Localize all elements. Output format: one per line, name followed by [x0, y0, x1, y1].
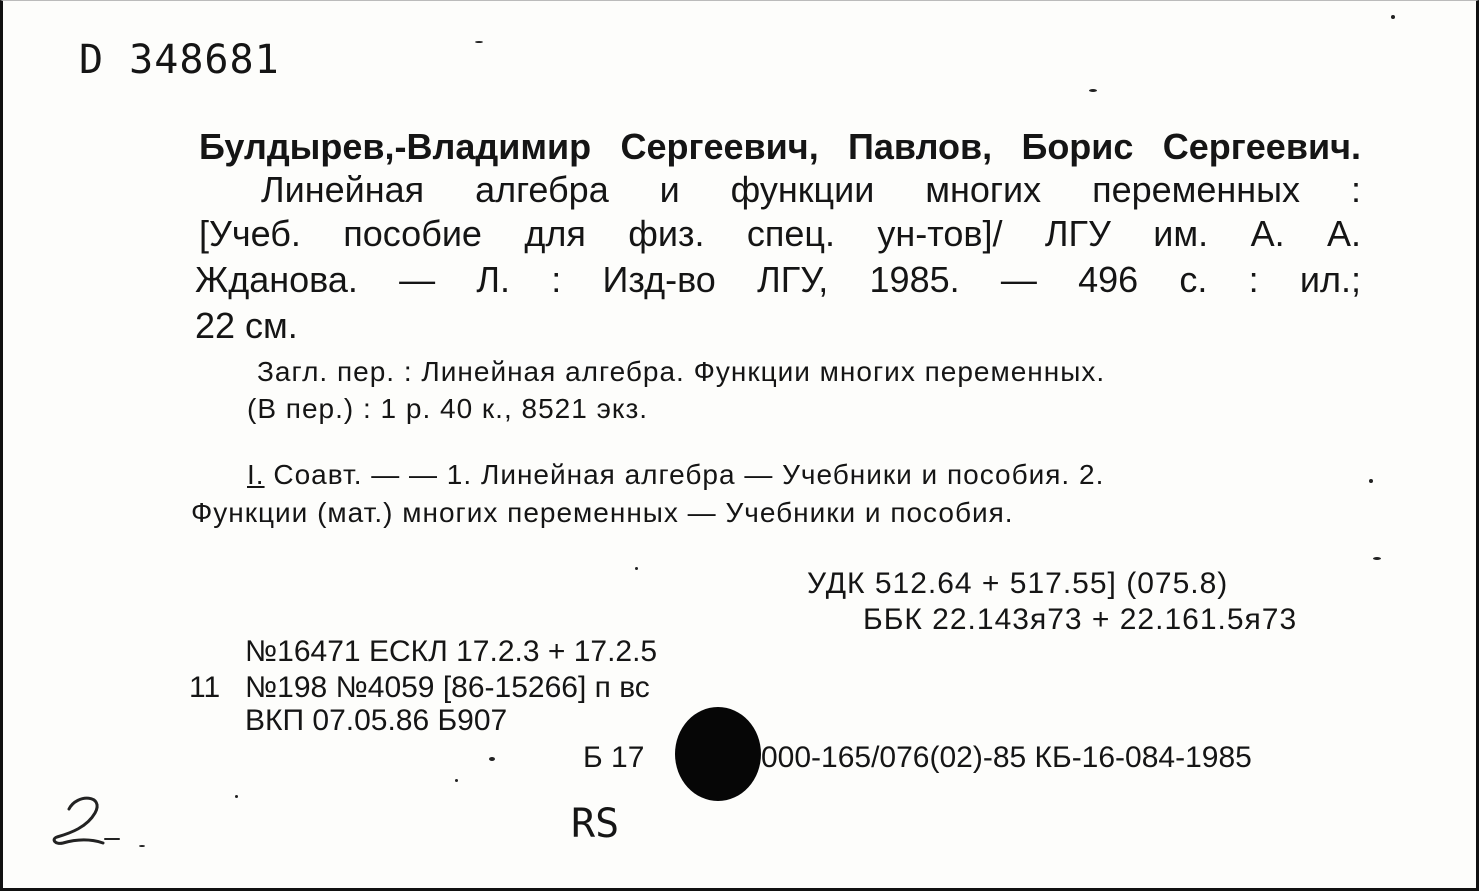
- registry-line-1: №16471 ЕСКЛ 17.2.3 + 17.2.5: [245, 635, 658, 668]
- title-line-1: Линейная алгебра и функции многих переменных :: [261, 169, 1361, 210]
- note-title-line: Загл. пер. : Линейная алгебра. Функции многих переменных.: [257, 356, 1106, 387]
- index-left: Б 17: [583, 741, 645, 774]
- index-right: 000-165/076(02)-85 КБ-16-084-1985: [761, 741, 1252, 774]
- imprint-line: Жданова. — Л. : Изд-во ЛГУ, 1985. — 496 с. : ил.;: [195, 259, 1361, 300]
- registry-line-3: ВКП 07.05.86 Б907: [245, 704, 508, 737]
- rs-mark: RS: [571, 801, 620, 847]
- handwritten-2-mark: [47, 787, 127, 857]
- authors-heading: Булдырев,-Владимир Сергеевич, Павлов, Борис Сергеевич.: [199, 126, 1361, 167]
- ink-speck: [1089, 89, 1097, 92]
- subject-line-2: Функции (мат.) многих переменных — Учебники и пособия.: [191, 497, 1014, 528]
- ink-blot-stamp: [675, 707, 761, 801]
- subject-line-1: [247, 459, 1355, 491]
- ink-speck: [1391, 15, 1395, 19]
- ink-speck: [235, 795, 238, 798]
- title-line-2: [Учеб. пособие для физ. спец. ун-тов]/ ЛГУ им. А. А.: [199, 213, 1361, 254]
- bbk-code: ББК 22.143я73 + 22.161.5я73: [863, 603, 1298, 636]
- ink-speck: [139, 845, 145, 847]
- call-number: D 348681: [79, 37, 280, 83]
- ink-speck: [489, 757, 495, 761]
- ink-speck: [1373, 557, 1381, 560]
- ink-speck: [455, 779, 458, 782]
- udk-code: УДК 512.64 + 517.55] (075.8): [807, 567, 1229, 600]
- note-price-line: (В пер.) : 1 р. 40 к., 8521 экз.: [247, 393, 649, 424]
- ink-speck: [1369, 479, 1373, 483]
- subject-marker: I.: [247, 459, 265, 490]
- ink-speck: [635, 567, 638, 570]
- registry-line-2: №198 №4059 [86-15266] п вс: [245, 671, 650, 704]
- dimensions-line: 22 см.: [195, 305, 298, 346]
- registry-prefix: 11: [189, 671, 221, 704]
- ink-speck: [475, 41, 483, 43]
- subject-text-1: Соавт. — — 1. Линейная алгебра — Учебники и пособия. 2.: [273, 459, 1105, 490]
